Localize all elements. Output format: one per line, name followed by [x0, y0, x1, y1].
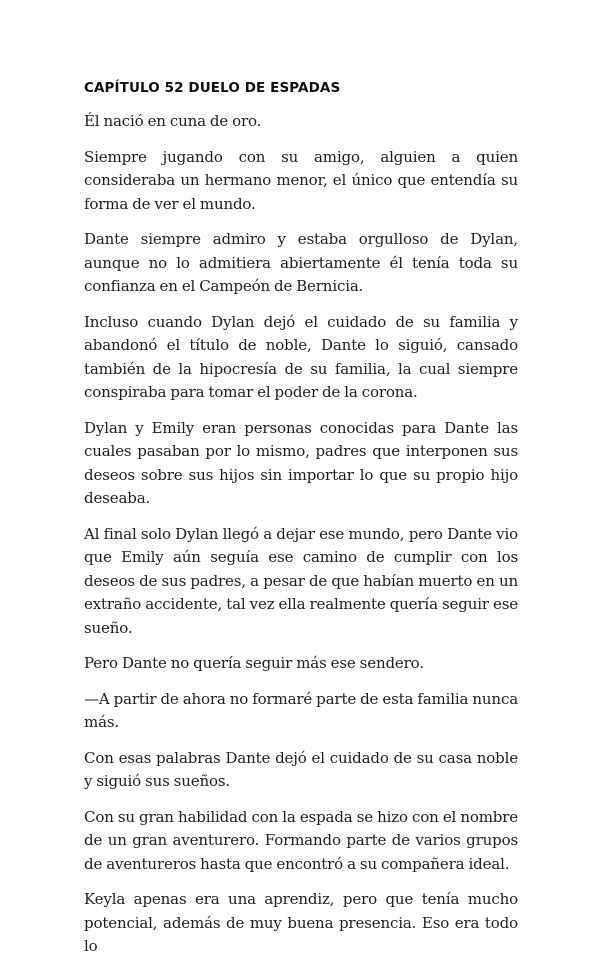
page-content	[84, 80, 518, 971]
chapter-title: CAPÍTULO 52 DUELO DE ESPADAS	[84, 80, 341, 96]
paragraph-8: —A partir de ahora no formaré parte de esta familia nunca más.	[84, 689, 518, 731]
paragraph-3: Dante siempre admiro y estaba orgulloso de Dylan, aunque no lo admitiera abiertamente él tenía toda su confianza en el Campeón de Bernicia.	[84, 230, 518, 295]
paragraph-10: Con su gran habilidad con la espada se hizo con el nombre de un gran aventurero. Formando parte de varios grupos de aventureros hasta que encontró a su compañera ideal.	[84, 807, 518, 873]
paragraph-1: Él nació en cuna de oro.	[84, 112, 262, 130]
paragraph-7: Pero Dante no quería seguir más ese sendero.	[84, 654, 424, 672]
paragraph-5: Dylan y Emily eran personas conocidas para Dante las cuales pasaban por lo mismo, padres que interponen sus deseos sobre sus hijos sin importar lo que su propio hijo deseaba.	[84, 418, 518, 507]
paragraph-11: Keyla apenas era una aprendiz, pero que tenía mucho potencial, además de muy buena presencia. Eso era todo lo	[84, 890, 518, 955]
paragraph-6: Al final solo Dylan llegó a dejar ese mundo, pero Dante vio que Emily aún seguía ese camino de cumplir con los deseos de sus padres, a pesar de que habían muerto en un extraño accidente, tal vez ella realmente quería seguir ese sueño.	[84, 524, 518, 637]
paragraph-2: Siempre jugando con su amigo, alguien a quien consideraba un hermano menor, el único que entendía su forma de ver el mundo.	[84, 147, 518, 213]
paragraph-4: Incluso cuando Dylan dejó el cuidado de su familia y abandonó el título de noble, Dante lo siguió, cansado también de la hipocresía de su familia, la cual siempre conspiraba para tomar el poder de la corona.	[84, 312, 518, 401]
paragraph-9: Con esas palabras Dante dejó el cuidado de su casa noble y siguió sus sueños.	[84, 748, 518, 790]
